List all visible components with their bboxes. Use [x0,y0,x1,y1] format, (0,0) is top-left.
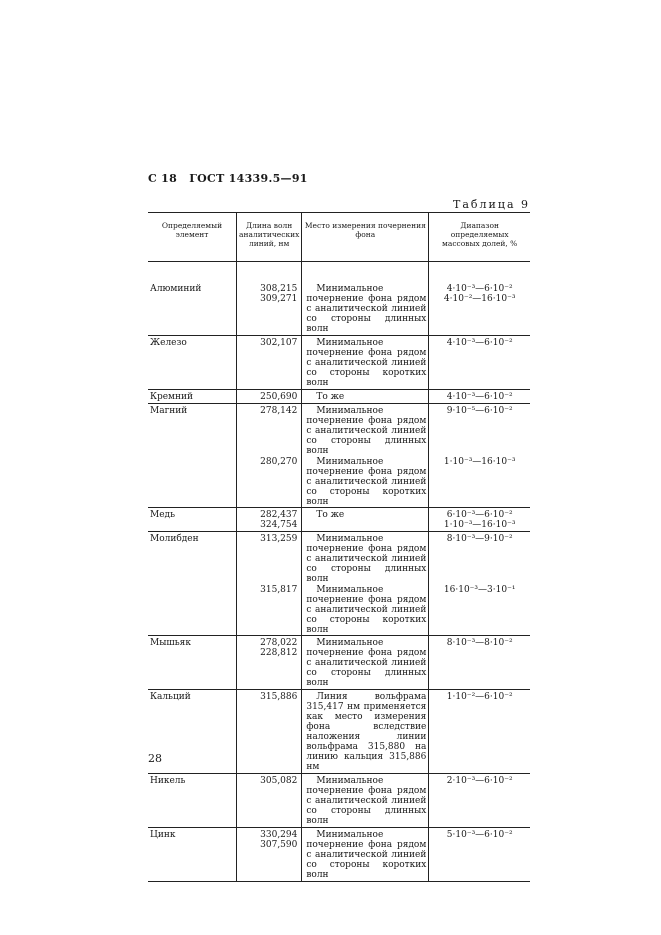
wavelength-cell [237,457,302,508]
range-value: 1·10⁻²—6·10⁻² [446,692,513,702]
background-place-cell [302,262,429,336]
background-place-cell [302,336,429,390]
range-value: 4·10⁻²—16·10⁻³ [443,294,516,304]
background-place-text: Линия вольфрама 315,417 нм применяется как место измерения фона вследствие наложения линии вольфрама 315,880 на линию кальция 315,886 нм [306,692,427,772]
table-row [148,404,530,458]
range-value: 8·10⁻³—8·10⁻² [446,638,513,648]
background-place-text: То же [316,392,345,402]
wavelength-value: 280,270 [260,457,298,467]
wavelength-cell [237,508,302,532]
background-place-text: Минимальное почернение фона рядом с аналитической линией со стороны длинных волн [306,406,427,456]
wavelength-cell [237,262,302,336]
background-place-text: Минимальное почернение фона рядом с аналитической линией со стороны коротких волн [306,338,427,388]
table-row [148,690,530,774]
range-value: 1·10⁻³—16·10⁻³ [443,457,516,467]
background-place-text: Минимальное почернение фона рядом с аналитической линией со стороны коротких волн [306,585,427,635]
background-place-cell [302,828,429,882]
background-place-text: Минимальное почернение фона рядом с аналитической линией со стороны коротких волн [306,830,427,880]
element-cell: Железо [148,336,237,390]
wavelength-value: 315,886 [260,692,298,702]
wavelength-value: 308,215 [260,284,298,294]
column-header-background: Место измерения почернения фона [302,213,429,262]
background-place-text: Минимальное почернение фона рядом с аналитической линией со стороны длинных волн [306,638,427,688]
background-place-cell [302,774,429,828]
range-value: 5·10⁻³—6·10⁻² [446,830,513,840]
wavelength-value: 278,022 [260,638,298,648]
element-cell: Магний [148,404,237,458]
range-cell [429,390,530,404]
range-cell [429,774,530,828]
background-place-text: Минимальное почернение фона рядом с аналитической линией со стороны длинных волн [306,776,427,826]
wavelength-value: 250,690 [260,392,298,402]
range-value: 9·10⁻⁵—6·10⁻² [446,406,513,416]
background-place-cell [302,690,429,774]
background-place-text: То же [316,510,345,520]
element-cell: Кремний [148,390,237,404]
background-place-cell [302,508,429,532]
column-header-wavelength: Длина волн аналитических линий, нм [237,213,302,262]
wavelength-value: 278,142 [260,406,298,416]
table-caption: Таблица 9 [453,198,530,211]
table-row [148,532,530,586]
page-prefix: С 18 [148,172,178,185]
range-cell [429,690,530,774]
range-cell [429,636,530,690]
range-value: 6·10⁻³—6·10⁻² [446,510,513,520]
table-row [148,585,530,636]
wavelength-value: 313,259 [260,534,298,544]
page-header [148,172,308,185]
range-value: 16·10⁻³—3·10⁻¹ [443,585,516,595]
element-cell: Никель [148,774,237,828]
page-number: 28 [148,752,162,765]
wavelength-value: 305,082 [260,776,298,786]
element-cell: Молибден [148,532,237,586]
range-cell [429,336,530,390]
background-place-cell [302,390,429,404]
table-row [148,262,530,336]
element-cell [148,457,237,508]
wavelength-value: 330,294 [260,830,298,840]
background-place-text: Минимальное почернение фона рядом с аналитической линией со стороны длинных волн [306,284,427,334]
table-row [148,457,530,508]
range-cell [429,508,530,532]
table-row [148,636,530,690]
data-table [148,212,530,882]
range-cell [429,532,530,586]
background-place-text: Минимальное почернение фона рядом с аналитической линией со стороны коротких волн [306,457,427,507]
element-cell: Алюминий [150,284,202,294]
range-value: 4·10⁻³—6·10⁻² [446,392,513,402]
wavelength-cell [237,636,302,690]
background-place-cell [302,532,429,586]
range-cell [429,828,530,882]
table-row [148,390,530,404]
background-place-text: Минимальное почернение фона рядом с аналитической линией со стороны длинных волн [306,534,427,584]
wavelength-cell [237,336,302,390]
range-value: 4·10⁻³—6·10⁻² [446,284,513,294]
table-row [148,336,530,390]
table-row [148,508,530,532]
element-cell: Цинк [148,828,237,882]
background-place-cell [302,404,429,458]
range-value: 1·10⁻³—16·10⁻³ [443,520,516,530]
wavelength-value: 307,590 [260,840,298,850]
wavelength-value: 282,437 [260,510,298,520]
element-cell: Медь [148,508,237,532]
wavelength-value: 324,754 [260,520,298,530]
wavelength-cell [237,690,302,774]
range-value: 4·10⁻³—6·10⁻² [446,338,513,348]
range-cell [429,404,530,458]
wavelength-cell [237,390,302,404]
background-place-cell [302,457,429,508]
column-header-element: Определяемый элемент [148,213,237,262]
element-cell [148,585,237,636]
table-row [148,774,530,828]
range-cell [429,585,530,636]
range-cell [429,457,530,508]
element-cell: Кальций [148,690,237,774]
background-place-cell [302,585,429,636]
wavelength-cell [237,532,302,586]
wavelength-value: 309,271 [260,294,298,304]
element-cell: Мышьяк [148,636,237,690]
background-place-cell [302,636,429,690]
range-cell [429,262,530,336]
column-header-range: Диапазон определяемых массовых долей, % [429,213,530,262]
standard-title: ГОСТ 14339.5—91 [189,172,308,185]
wavelength-cell [237,404,302,458]
wavelength-value: 302,107 [260,338,298,348]
range-value: 8·10⁻³—9·10⁻² [446,534,513,544]
wavelength-cell [237,828,302,882]
table-row [148,828,530,882]
wavelength-cell [237,585,302,636]
wavelength-value: 228,812 [260,648,298,658]
table-body [148,262,530,882]
table-header-row [148,213,530,262]
wavelength-value: 315,817 [260,585,298,595]
range-value: 2·10⁻³—6·10⁻² [446,776,513,786]
wavelength-cell [237,774,302,828]
